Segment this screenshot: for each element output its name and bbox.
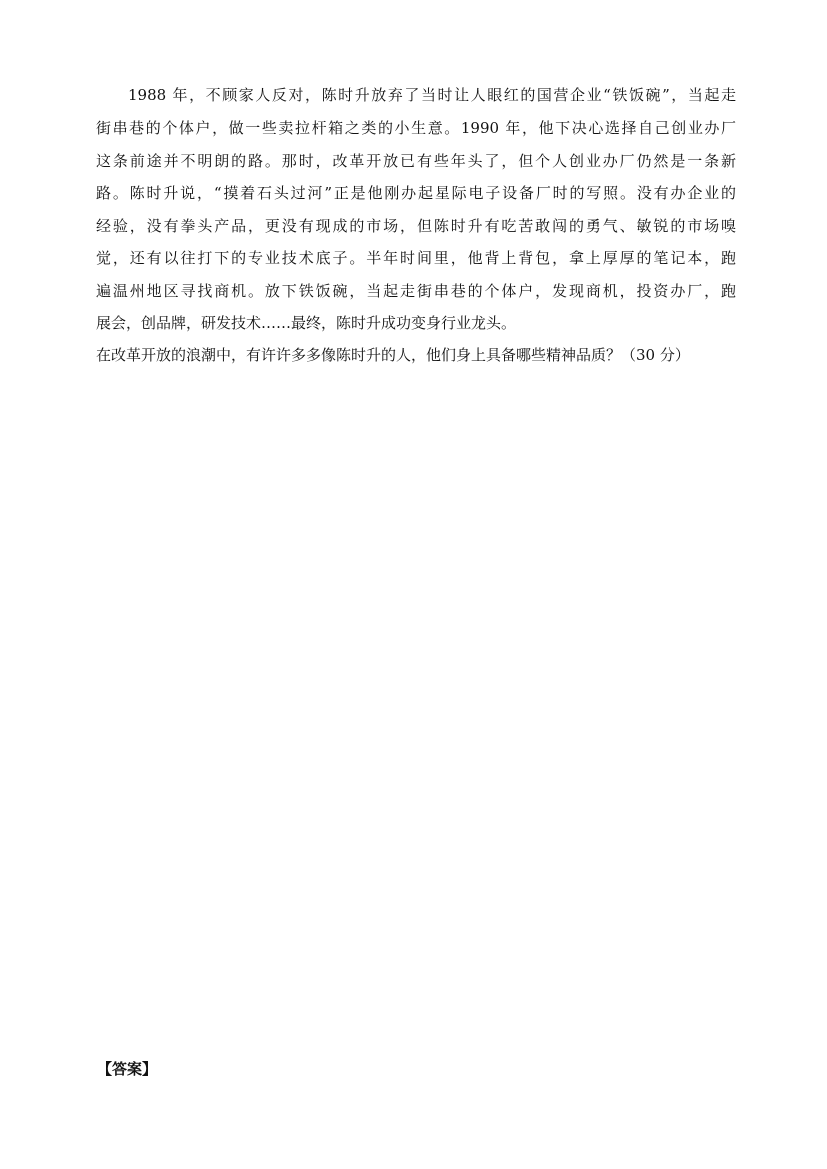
passage-line-5: 经验，没有拳头产品，更没有现成的市场，但陈时升有吃苦敢闯的勇气、敏锐的市场嗅: [96, 217, 736, 235]
passage-line-1: 1988 年，不顾家人反对，陈时升放弃了当时让人眼红的国营企业“铁饭碗”，当起走: [128, 86, 736, 104]
question-text: 在改革开放的浪潮中，有许许多多像陈时升的人，他们身上具备哪些精神品质？（30 分）: [96, 346, 690, 364]
passage-line-6: 觉，还有以往打下的专业技术底子。半年时间里，他背上背包，拿上厚厚的笔记本，跑: [96, 249, 736, 267]
passage-line-4: 路。陈时升说，“摸着石头过河”正是他刚办起星际电子设备厂时的写照。没有办企业的: [96, 184, 736, 202]
passage-line-7: 遍温州地区寻找商机。放下铁饭碗，当起走街串巷的个体户，发现商机，投资办厂，跑: [96, 282, 736, 300]
passage-line-8: 展会，创品牌，研发技术……最终，陈时升成功变身行业龙头。: [96, 314, 517, 332]
passage-line-3: 这条前途并不明朗的路。那时，改革开放已有些年头了，但个人创业办厂仍然是一条新: [96, 152, 736, 170]
passage-line-2: 街串巷的个体户，做一些卖拉杆箱之类的小生意。1990 年，他下决心选择自己创业办厂: [96, 119, 736, 137]
answer-label: 【答案】: [97, 1060, 158, 1078]
